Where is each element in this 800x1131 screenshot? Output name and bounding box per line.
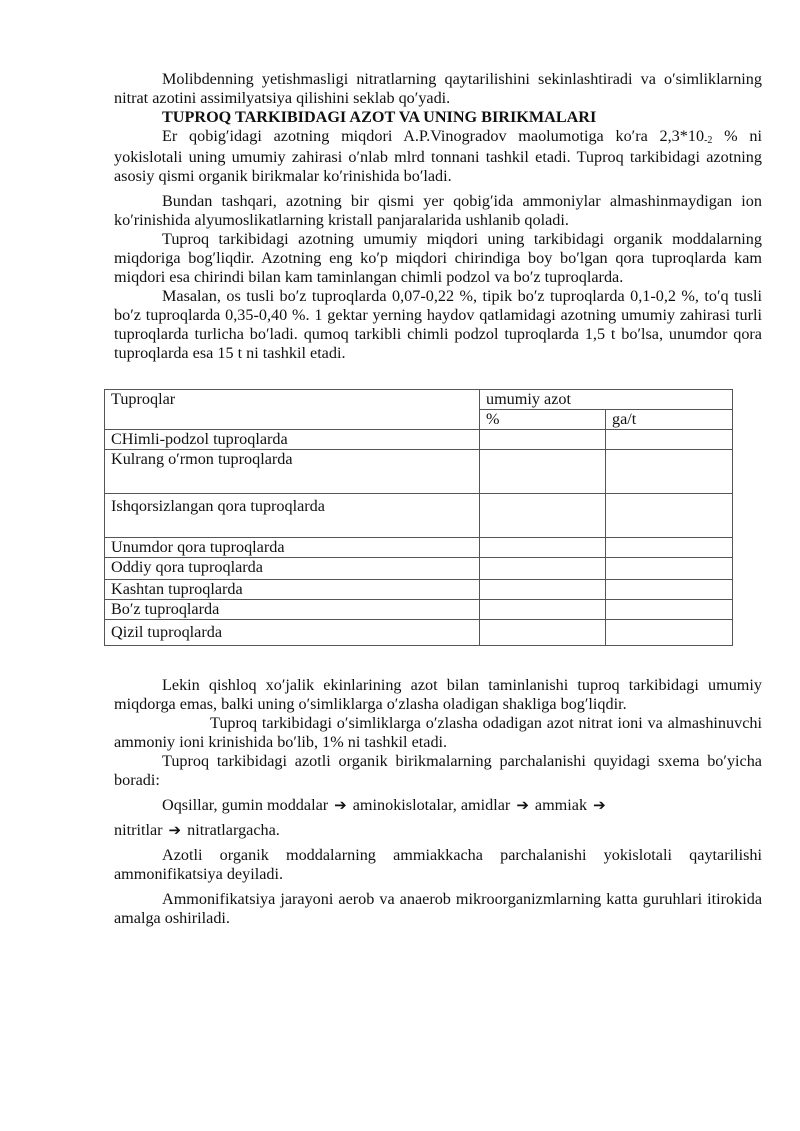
row-label: Oddiy qora tuproqlarda — [105, 558, 480, 580]
table-row — [105, 450, 733, 494]
nitrogen-table — [104, 389, 733, 646]
table-row — [105, 538, 733, 558]
row-label: Kulrang o′rmon tuproqlarda — [105, 450, 480, 494]
cell-percent — [480, 600, 606, 620]
table-row — [105, 600, 733, 620]
arrow-right-icon: ➔ — [168, 821, 182, 839]
header-soils: Tuproqlar — [105, 390, 480, 430]
scheme-step-ammonia: ammiak — [534, 796, 588, 814]
vinogradov-text-after: % ni yokislotali uning umumiy zahirasi o′nlab mlrd tonnani tashkil etadi. Tuproq tarkibidagi azotning asosiy qismi organik birikmalar ko′rinishida bo′ladi. — [114, 127, 762, 185]
arrow-right-icon: ➔ — [334, 796, 347, 814]
paragraph-ammonification-def: Azotli organik moddalarning ammiakkacha parchalanishi yokislotali qaytarilishi ammonifikatsiya deyiladi. — [114, 846, 762, 883]
paragraph-ammonium-ions: Bundan tashqari, azotning bir qismi yer qobig′ida ammoniylar almashinmaydigan ion ko′rinishida alyumoslikatlarning kristall panjaralarida ushlanib qoladi. — [114, 192, 762, 229]
vinogradov-text-before: Er qobig′idagi azotning miqdori A.P.Vinogradov maolumotiga ko′ra 2,3*10 — [162, 127, 705, 145]
scheme-step-nitrates: nitratlargacha. — [187, 821, 280, 839]
scheme-line-2 — [114, 821, 762, 840]
paragraph-assimilable-form: Lekin qishloq xo′jalik ekinlarining azot bilan taminlanishi tuproq tarkibidagi umumiy miqdorga emas, balki uning o′simliklarga o′zlasha oladigan shakliga bog′liqdir. — [114, 676, 762, 713]
table-header-row — [105, 390, 733, 410]
table-row — [105, 558, 733, 580]
arrow-right-icon: ➔ — [516, 796, 529, 814]
cell-tons — [606, 558, 733, 580]
exponent: -2 — [704, 135, 713, 146]
subheader-tons-per-ha: ga/t — [606, 410, 733, 430]
scheme-step-amino-acids: aminokislotalar, amidlar — [352, 796, 511, 814]
scheme-step-nitrites: nitritlar — [114, 821, 163, 839]
cell-percent — [480, 450, 606, 494]
header-total-nitrogen: umumiy azot — [480, 390, 733, 410]
table-row — [105, 430, 733, 450]
row-label: Unumdor qora tuproqlarda — [105, 538, 480, 558]
row-label: Kashtan tuproqlarda — [105, 580, 480, 600]
table-row — [105, 620, 733, 646]
row-label: CHimli-podzol tuproqlarda — [105, 430, 480, 450]
paragraph-ammonification-process: Ammonifikatsiya jarayoni aerob va anaerob mikroorganizmlarning katta guruhlari itirokida amalga oshiriladi. — [114, 890, 762, 927]
table-row — [105, 580, 733, 600]
row-label: Qizil tuproqlarda — [105, 620, 480, 646]
cell-tons — [606, 620, 733, 646]
cell-percent — [480, 430, 606, 450]
paragraph-examples: Masalan, os tusli bo′z tuproqlarda 0,07-0,22 %, tipik bo′z tuproqlarda 0,1-0,2 %, to′q tusli bo′z tuproqlarda 0,35-0,40 %. 1 gektar yerning haydov qatlamidagi azotning umumiy zahirasi turli tuproqlarda turlicha bo′ladi. qumoq tarkibli chimli podzol tuproqlarda 1,5 t bo′lsa, unumdor qora tuproqlarda esa 15 t ni tashkil etadi. — [114, 287, 762, 362]
row-label: Ishqorsizlangan qora tuproqlarda — [105, 494, 480, 538]
paragraph-scheme-intro: Tuproq tarkibidagi azotli organik birikmalarning parchalanishi quyidagi sxema bo′yicha boradi: — [114, 752, 762, 789]
cell-tons — [606, 450, 733, 494]
cell-percent — [480, 620, 606, 646]
table-row — [105, 494, 733, 538]
cell-percent — [480, 494, 606, 538]
paragraph-molybdenum: Molibdenning yetishmasligi nitratlarning qaytarilishini sekinlashtiradi va o′simliklarning nitrat azotini assimilyatsiya qilishini seklab qo′yadi. — [114, 70, 762, 107]
cell-tons — [606, 580, 733, 600]
cell-tons — [606, 494, 733, 538]
cell-percent — [480, 558, 606, 580]
arrow-right-icon: ➔ — [593, 796, 606, 814]
section-heading: TUPROQ TARKIBIDAGI AZOT VA UNING BIRIKMALARI — [162, 108, 597, 126]
paragraph-organic-matter: Tuproq tarkibidagi azotning umumiy miqdori uning tarkibidagi organik moddalarning miqdoriga bog′liqdir. Azotning eng ko′p miqdori chirindiga boy bo′lgan qora tuproqlarda kam miqdori esa chirindi bilan kam taminlangan chimli podzol va bo′z tuproqlarda. — [114, 230, 762, 286]
subheader-percent: % — [480, 410, 606, 430]
scheme-line — [114, 796, 762, 815]
cell-tons — [606, 430, 733, 450]
cell-percent — [480, 538, 606, 558]
cell-percent — [480, 580, 606, 600]
paragraph-nitrate-ion: Tuproq tarkibidagi o′simliklarga o′zlasha odadigan azot nitrat ioni va almashinuvchi ammoniy ioni krinishida bo′lib, 1% ni tashkil etadi. — [114, 714, 762, 751]
row-label: Bo′z tuproqlarda — [105, 600, 480, 620]
paragraph-vinogradov — [114, 127, 762, 186]
cell-tons — [606, 600, 733, 620]
scheme-step-proteins: Oqsillar, gumin moddalar — [162, 796, 329, 814]
cell-tons — [606, 538, 733, 558]
document-page — [111, 70, 762, 928]
